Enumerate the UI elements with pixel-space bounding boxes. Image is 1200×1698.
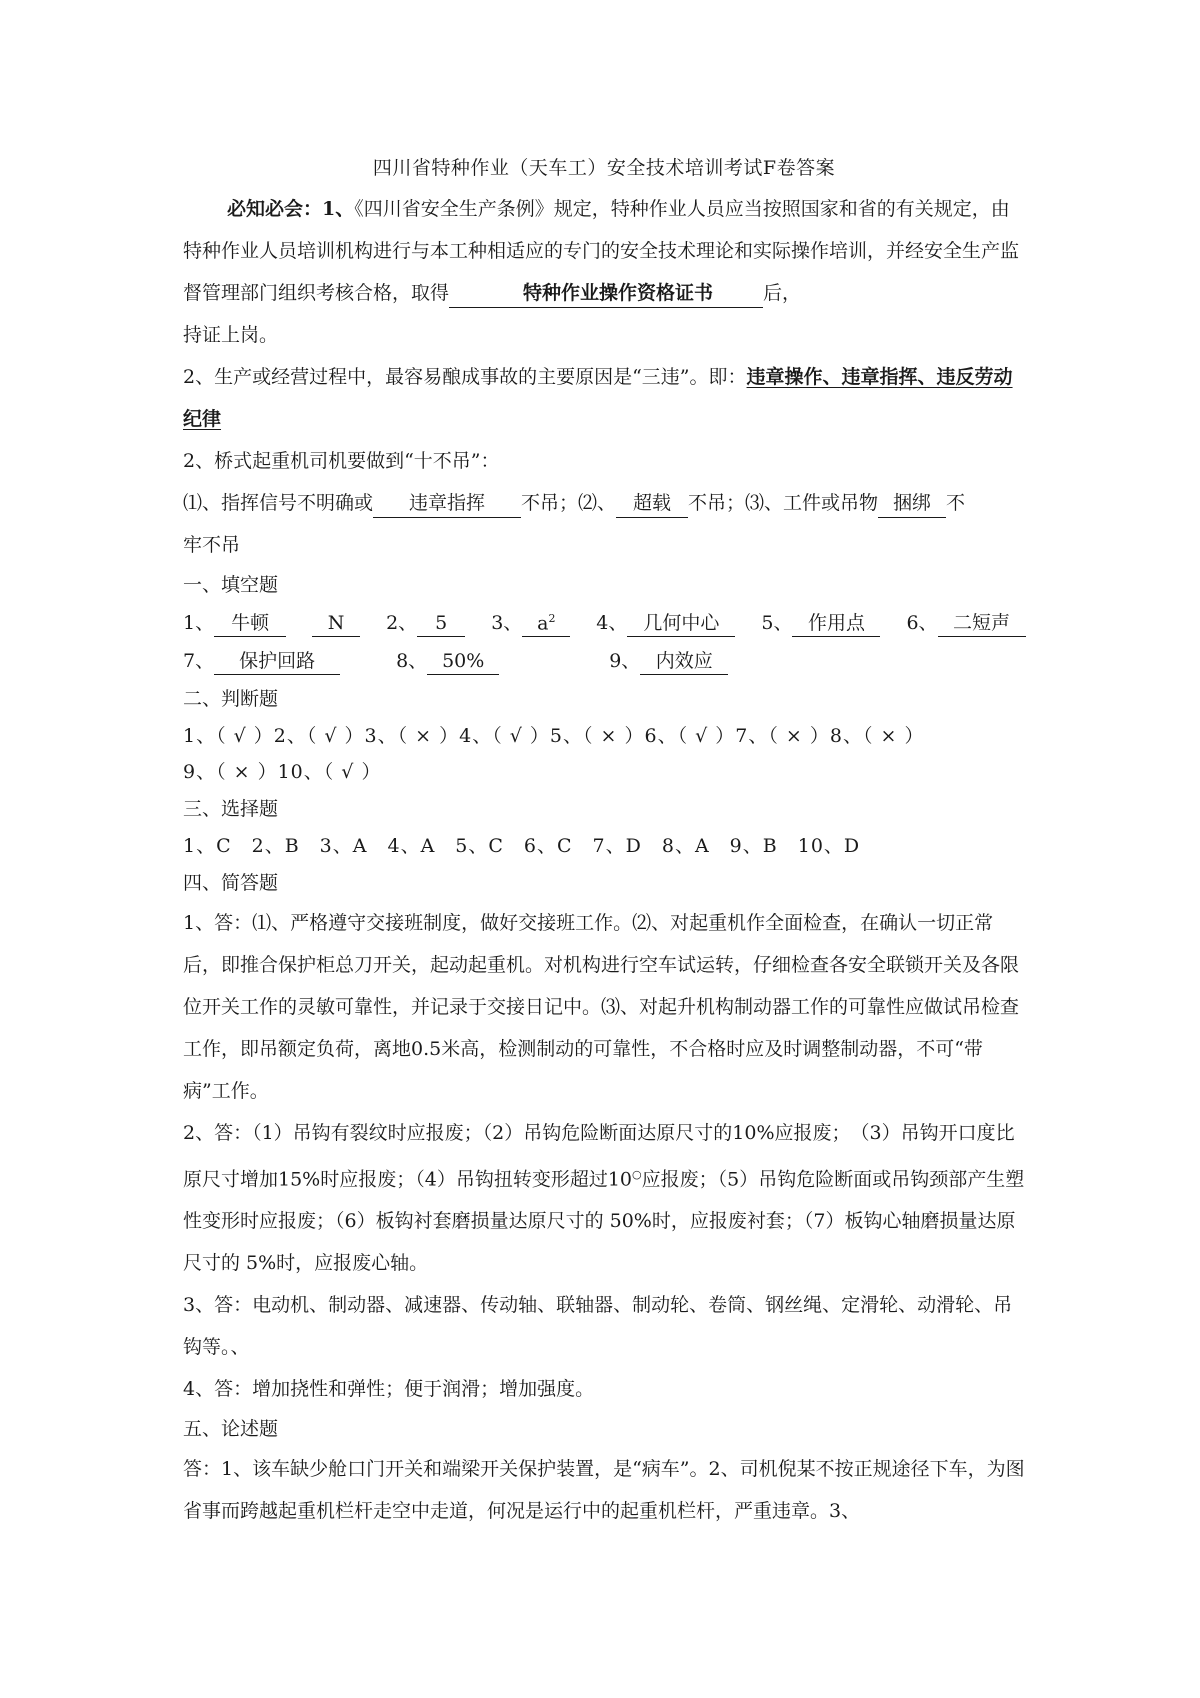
fill-answer: 内效应 bbox=[640, 648, 728, 675]
ten-rules-text-c: 不吊；⑶、工件或吊物 bbox=[688, 492, 879, 514]
must-know-item-number: 1、 bbox=[322, 198, 355, 220]
fill-num: 7、 bbox=[183, 650, 215, 672]
judge-answers-line-1: 1、（ √ ）2、（ √ ）3、（ × ）4、（ √ ）5、（ × ）6、（ √ ）7、（ × ）8、（ × ） bbox=[183, 725, 925, 747]
ten-rules-blank-2: 超载 bbox=[616, 489, 688, 518]
fill-item-4 bbox=[596, 604, 735, 642]
fill-item-3 bbox=[491, 604, 570, 642]
fill-num: 4、 bbox=[596, 612, 628, 634]
judge-heading: 二、判断题 bbox=[183, 688, 279, 710]
must-know-paragraph-2 bbox=[183, 356, 1025, 440]
fill-num: 1、 bbox=[183, 612, 215, 634]
short-answer-2-part-2: 应报废；（5）吊钩危险断面或吊钩颈部产生塑性变形时应报废；（6）板钩衬套磨损量达原尺寸的 50%时，应报废衬套；（7）板钩心轴磨损量达原尺寸的 5%时，应报废心轴。 bbox=[183, 1168, 1025, 1275]
fill-num: 2、 bbox=[386, 612, 418, 634]
fill-item-8 bbox=[396, 642, 499, 680]
fill-answer: 牛顿 bbox=[214, 610, 286, 637]
fill-answer: 几何中心 bbox=[627, 610, 735, 637]
fill-answer bbox=[522, 606, 570, 637]
must-know-paragraph-1-end: 持证上岗。 bbox=[183, 324, 279, 346]
fill-num: 5、 bbox=[761, 612, 793, 634]
fill-answer-superscript: 2 bbox=[548, 611, 556, 625]
must-know-after: 后， bbox=[763, 282, 802, 304]
fill-num: 6、 bbox=[906, 612, 938, 634]
fill-answer: 二短声 bbox=[938, 610, 1026, 637]
fill-row-2 bbox=[183, 642, 1025, 680]
fill-item-unit bbox=[312, 610, 360, 637]
short-answer-4: 4、答：增加挠性和弹性；便于润滑；增加强度。 bbox=[183, 1378, 595, 1401]
choice-heading: 三、选择题 bbox=[183, 798, 279, 820]
fill-num: 9、 bbox=[609, 650, 641, 672]
short-heading: 四、简答题 bbox=[183, 872, 279, 894]
fill-answer: N bbox=[312, 610, 360, 637]
must-know-text: 《四川省安全生产条例》规定，特种作业人员应当按照国家和省的有关规定，由特种作业人员培训机构进行与本工种相适应的专门的安全技术理论和实际操作培训，并经安全生产监督管理部门组织考核合格，取得 bbox=[183, 198, 1020, 304]
must-know-paragraph-1 bbox=[183, 188, 1025, 314]
fill-item-1 bbox=[183, 604, 286, 642]
three-violations-answer: 违章操作、违章指挥、违反劳动纪律 bbox=[183, 366, 1013, 430]
fill-answer: 保护回路 bbox=[214, 648, 340, 675]
three-violations-text: 2、生产或经营过程中，最容易酿成事故的主要原因是“三违”。即： bbox=[183, 366, 747, 388]
short-answer-2 bbox=[183, 1112, 1025, 1284]
document-content bbox=[183, 153, 1025, 1532]
fill-item-9 bbox=[609, 642, 728, 680]
fill-num: 8、 bbox=[396, 650, 428, 672]
degree-symbol: ○ bbox=[632, 1168, 642, 1181]
ten-rules-blank-3: 捆绑 bbox=[878, 489, 946, 518]
certificate-answer-blank: 特种作业操作资格证书 bbox=[449, 279, 763, 308]
essay-heading: 五、论述题 bbox=[183, 1418, 279, 1441]
ten-rules-text-d: 不 bbox=[946, 492, 966, 514]
must-know-paragraph-4 bbox=[183, 482, 1025, 524]
fill-item-7 bbox=[183, 642, 340, 680]
must-know-paragraph-4-end: 牢不吊 bbox=[183, 534, 241, 556]
fill-item-6 bbox=[906, 604, 1025, 642]
fill-heading: 一、填空题 bbox=[183, 574, 279, 596]
fill-item-5 bbox=[761, 604, 880, 642]
short-answer-1: 1、答：⑴、严格遵守交接班制度，做好交接班工作。⑵、对起重机作全面检查，在确认一切正常后，即推合保护柜总刀开关，起动起重机。对机构进行空车试运转，仔细检查各安全联锁开关及各限位开关工作的灵敏可靠性，并记录于交接日记中。⑶、对起升机构制动器工作的可靠性应做试吊检查工作，即吊额定负荷，离地0.5米高，检测制动的可靠性，不合格时应及时调整制动器，不可“带病”工作。 bbox=[183, 912, 1020, 1102]
fill-item-2 bbox=[386, 604, 465, 642]
fill-row-1 bbox=[183, 604, 1025, 642]
ten-rules-text-a: ⑴、指挥信号不明确或 bbox=[183, 492, 374, 514]
judge-answers-line-2: 9、（ × ）10、（ √ ） bbox=[183, 761, 382, 783]
short-answer-2-part-1: 2、答：（1）吊钩有裂纹时应报废；（2）吊钩危险断面达原尺寸的10%应报废； （3）吊钩开口度比原尺寸增加15%时应报废；（4）吊钩扭转变形超过10 bbox=[183, 1122, 1015, 1191]
fill-answer: 作用点 bbox=[792, 610, 880, 637]
ten-rules-text-b: 不吊；⑵、 bbox=[521, 492, 617, 514]
ten-rules-blank-1: 违章指挥 bbox=[373, 489, 521, 518]
fill-answer: 5 bbox=[417, 610, 465, 637]
must-know-paragraph-3: 2、桥式起重机司机要做到“十不吊”： bbox=[183, 450, 500, 472]
fill-num: 3、 bbox=[491, 612, 523, 634]
choice-answers: 1、C 2、B 3、A 4、A 5、C 6、C 7、D 8、A 9、B 10、D bbox=[183, 835, 861, 857]
fill-answer-base: a bbox=[537, 612, 549, 634]
fill-answer: 50% bbox=[427, 648, 499, 675]
short-answer-3: 3、答：电动机、制动器、减速器、传动轴、联轴器、制动轮、卷筒、钢丝绳、定滑轮、动滑轮、吊钩等。、 bbox=[183, 1294, 1013, 1359]
page-title: 四川省特种作业（天车工）安全技术培训考试F卷答案 bbox=[372, 157, 836, 179]
must-know-label: 必知必会： bbox=[227, 198, 323, 220]
essay-answer: 答：1、该车缺少舱口门开关和端梁开关保护装置，是“病车”。2、司机倪某不按正规途径下车，为图省事而跨越起重机栏杆走空中走道，何况是运行中的起重机栏杆，严重违章。3、 bbox=[183, 1458, 1025, 1523]
